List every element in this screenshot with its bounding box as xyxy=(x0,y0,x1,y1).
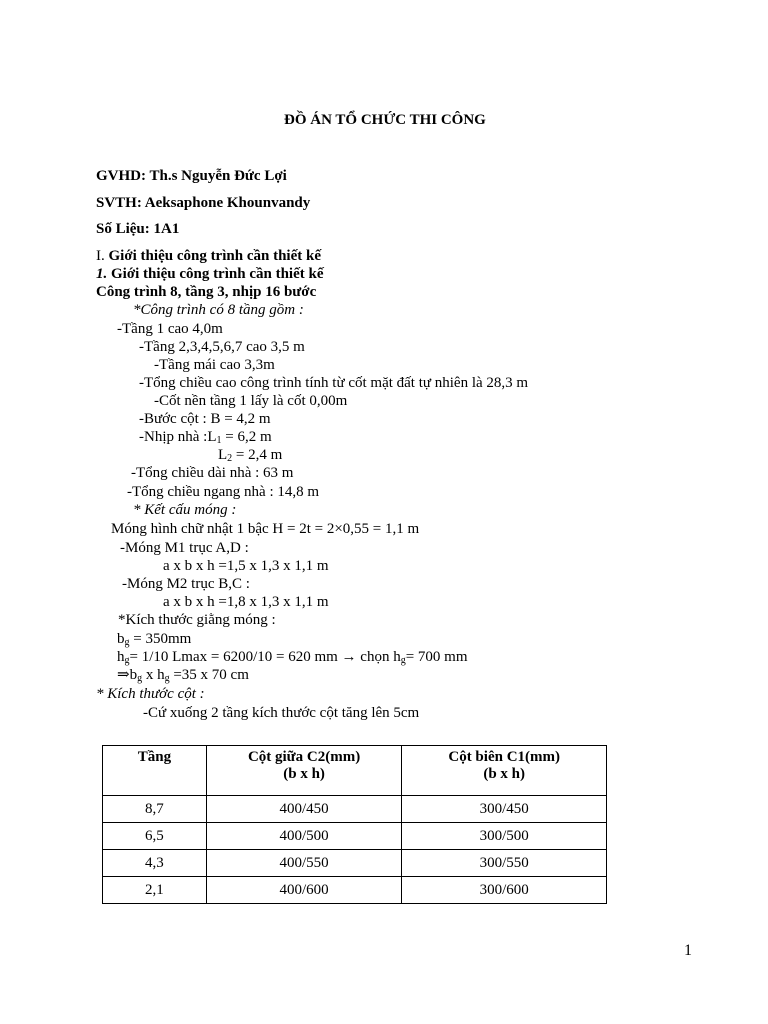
tong-cao-line: -Tổng chiều cao công trình tính từ cốt mặt đất tự nhiên là 28,3 m xyxy=(139,375,529,391)
header-tang-label: Tầng xyxy=(137,749,172,765)
section-1-text: Giới thiệu công trình cần thiết kế xyxy=(108,248,321,264)
header-cot-giua-unit: (b x h) xyxy=(283,766,325,782)
cell-cot-giua: 400/450 xyxy=(206,796,402,823)
mong-m2-line: -Móng M2 trục B,C : xyxy=(122,576,250,592)
hg-subscript-2: g xyxy=(400,655,406,666)
header-cot-bien xyxy=(402,746,607,796)
header-cot-bien-unit: (b x h) xyxy=(483,766,526,782)
l2-line xyxy=(218,446,282,464)
hg-subscript: g xyxy=(124,655,130,666)
result-b: b xyxy=(129,667,138,683)
so-lieu-line: Số Liệu: 1A1 xyxy=(96,221,180,237)
svth-line: SVTH: Aeksaphone Khounvandy xyxy=(96,195,311,211)
table-header-row xyxy=(103,746,607,796)
mong-m1-line: -Móng M1 trục A,D : xyxy=(120,540,249,556)
cot-nen-line: -Cốt nền tầng 1 lấy là cốt 0,00m xyxy=(154,393,348,409)
tang1-line: -Tầng 1 cao 4,0m xyxy=(117,321,223,337)
m1-dims-line: a x b x h =1,5 x 1,3 x 1,1 m xyxy=(163,558,329,574)
subsection-1-heading xyxy=(96,265,323,283)
cell-cot-giua: 400/500 xyxy=(206,823,402,850)
cell-cot-giua: 400/550 xyxy=(206,850,402,877)
cell-cot-bien: 300/500 xyxy=(402,823,607,850)
cell-tang: 6,5 xyxy=(103,823,207,850)
cell-tang: 8,7 xyxy=(103,796,207,823)
nhip-prefix: -Nhịp nhà :L xyxy=(139,429,217,445)
result-arrow: ⇒ xyxy=(117,667,130,683)
mong-hcn-line: Móng hình chữ nhật 1 bậc H = 2t = 2×0,55 = 1,1 m xyxy=(111,521,420,537)
kich-thuoc-cot-heading: * Kích thước cột : xyxy=(96,686,205,702)
tang27-line: -Tầng 2,3,4,5,6,7 cao 3,5 m xyxy=(139,339,305,355)
result-value: =35 x 70 cm xyxy=(169,667,249,683)
bg-value: = 350mm xyxy=(129,631,192,647)
page-number: 1 xyxy=(684,942,692,959)
header-cot-bien-label: Cột biên C1(mm) xyxy=(448,749,561,765)
subsection-1-text: Giới thiệu công trình cần thiết kế xyxy=(111,266,324,282)
l2-value: = 2,4 m xyxy=(232,447,283,463)
l2-prefix: L xyxy=(218,447,228,463)
cell-cot-bien: 300/550 xyxy=(402,850,607,877)
header-cot-giua-label: Cột giữa C2(mm) xyxy=(247,749,361,765)
header-cot-giua xyxy=(206,746,402,796)
cu-xuong-line: -Cứ xuống 2 tầng kích thước cột tăng lên 5cm xyxy=(143,705,420,721)
bg-prefix: b xyxy=(117,631,125,647)
dai-nha-line: -Tổng chiều dài nhà : 63 m xyxy=(131,465,294,481)
table-row xyxy=(103,850,607,877)
hg-line xyxy=(117,648,468,666)
cell-tang: 4,3 xyxy=(103,850,207,877)
tang-mai-line: -Tầng mái cao 3,3m xyxy=(154,357,275,373)
doc-title: ĐỒ ÁN TỔ CHỨC THI CÔNG xyxy=(284,112,486,128)
subsection-1-number: 1. xyxy=(96,266,111,282)
nhip-subscript: 1 xyxy=(216,435,222,446)
m2-dims-line: a x b x h =1,8 x 1,3 x 1,1 m xyxy=(163,594,329,610)
result-x: x h xyxy=(142,667,165,683)
cell-cot-bien: 300/600 xyxy=(402,877,607,904)
buoc-cot-line: -Bước cột : B = 4,2 m xyxy=(139,411,271,427)
table-row xyxy=(103,796,607,823)
hg-middle: = 1/10 Lmax = 6200/10 = 620 mm → chọn h xyxy=(129,649,401,665)
section-1-heading xyxy=(96,247,321,265)
cell-cot-giua: 400/600 xyxy=(206,877,402,904)
result-line xyxy=(117,666,249,684)
ngang-nha-line: -Tổng chiều ngang nhà : 14,8 m xyxy=(127,484,320,500)
l2-subscript: 2 xyxy=(227,453,233,464)
cell-cot-bien: 300/450 xyxy=(402,796,607,823)
hg-prefix: h xyxy=(117,649,125,665)
gvhd-line: GVHD: Th.s Nguyễn Đức Lợi xyxy=(96,168,287,184)
column-size-table xyxy=(102,745,607,904)
bg-line xyxy=(117,630,191,648)
gom-heading: *Công trình có 8 tầng gồm : xyxy=(133,302,304,318)
section-1-number: I. xyxy=(96,248,109,264)
table-row xyxy=(103,823,607,850)
result-h-subscript: g xyxy=(164,673,170,684)
bg-subscript: g xyxy=(124,637,130,648)
giang-heading: *Kích thước giằng móng : xyxy=(118,612,276,628)
nhip-nha-line xyxy=(139,428,272,446)
cell-tang: 2,1 xyxy=(103,877,207,904)
cong-trinh-line: Công trình 8, tầng 3, nhịp 16 bước xyxy=(96,284,317,300)
hg-end: = 700 mm xyxy=(405,649,468,665)
header-tang xyxy=(103,746,207,796)
nhip-value: = 6,2 m xyxy=(221,429,272,445)
ket-cau-heading: * Kết cấu móng : xyxy=(133,502,237,518)
result-b-subscript: g xyxy=(137,673,143,684)
table-row xyxy=(103,877,607,904)
